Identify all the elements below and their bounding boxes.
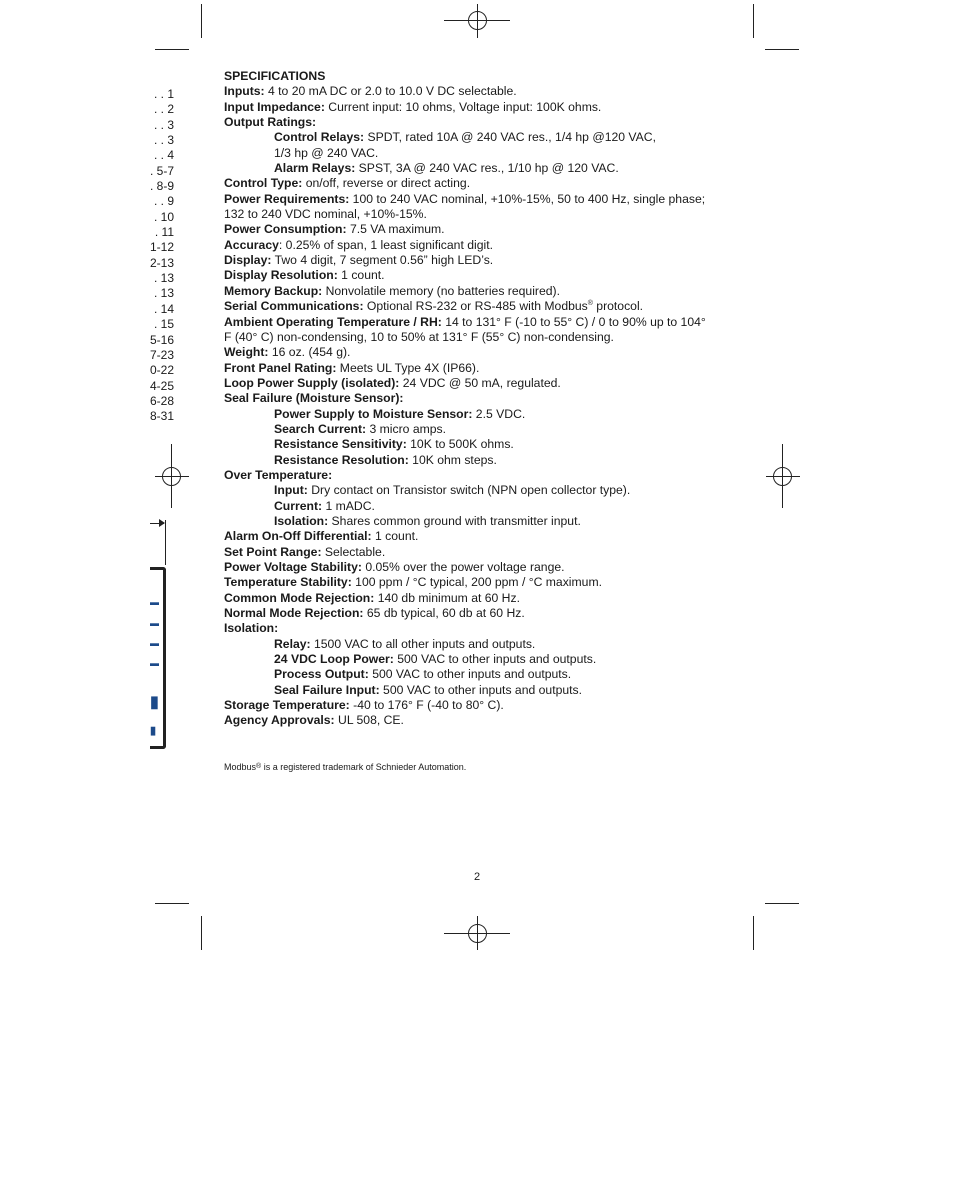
spec-value: 1 count. bbox=[337, 268, 385, 283]
spec-line bbox=[224, 207, 744, 222]
spec-label: Seal Failure Input: bbox=[274, 682, 380, 697]
spec-line bbox=[224, 130, 744, 145]
spec-line bbox=[224, 422, 744, 437]
spec-label: Temperature Stability: bbox=[224, 575, 352, 590]
spec-line bbox=[224, 100, 744, 115]
spec-label: Seal Failure (Moisture Sensor): bbox=[224, 391, 404, 406]
spec-value: -40 to 176° F (-40 to 80° C). bbox=[349, 698, 504, 713]
spec-line bbox=[224, 268, 744, 283]
spec-value: SPDT, rated 10A @ 240 VAC res., 1/4 hp @120 VAC, bbox=[364, 130, 656, 145]
spec-line bbox=[224, 483, 744, 498]
spec-value: 1500 VAC to all other inputs and outputs. bbox=[310, 636, 536, 651]
spec-value: 1/3 hp @ 240 VAC. bbox=[274, 145, 379, 160]
spec-line bbox=[224, 637, 744, 652]
spec-label: Power Supply to Moisture Sensor: bbox=[274, 406, 473, 421]
spec-value: Dry contact on Transistor switch (NPN open collector type). bbox=[307, 483, 631, 498]
spec-line bbox=[224, 253, 744, 268]
facing-page-number: 2-13 bbox=[149, 255, 174, 270]
spec-value: Current input: 10 ohms, Voltage input: 100K ohms. bbox=[324, 99, 602, 114]
spec-label: Storage Temperature: bbox=[224, 698, 350, 713]
spec-label: Set Point Range: bbox=[224, 544, 322, 559]
spec-label: Input Impedance: bbox=[224, 99, 325, 114]
facing-page-number: . . 3 bbox=[153, 133, 174, 148]
spec-value: F (40° C) non-condensing, 10 to 50% at 131° F (55° C) non-condensing. bbox=[224, 329, 614, 344]
spec-value: SPST, 3A @ 240 VAC res., 1/10 hp @ 120 VAC. bbox=[355, 161, 619, 176]
spec-value: 3 micro amps. bbox=[366, 421, 447, 436]
registered-mark: ® bbox=[587, 300, 593, 308]
spec-label: Process Output: bbox=[274, 667, 369, 682]
spec-value: Selectable. bbox=[321, 544, 386, 559]
facing-page-number: . 11 bbox=[154, 225, 174, 240]
spec-value: 24 VDC @ 50 mA, regulated. bbox=[399, 375, 561, 390]
facing-page-led-glyph: ▮ bbox=[150, 694, 159, 711]
spec-label: Isolation: bbox=[224, 621, 279, 636]
spec-line bbox=[224, 376, 744, 391]
spec-line bbox=[224, 284, 744, 299]
spec-label: Power Voltage Stability: bbox=[224, 560, 362, 574]
spec-line bbox=[224, 437, 744, 452]
facing-page-number: . 14 bbox=[153, 301, 174, 316]
facing-page-number: 1-12 bbox=[149, 240, 174, 255]
facing-page-led-glyph: ▬ bbox=[150, 597, 159, 607]
facing-page-led-glyph: ▬ bbox=[150, 618, 159, 628]
facing-page-number: 0-22 bbox=[149, 363, 174, 378]
spec-line bbox=[224, 361, 744, 376]
spec-line bbox=[224, 575, 744, 590]
spec-line bbox=[224, 391, 744, 406]
crop-mark-top-left-horizontal bbox=[155, 49, 189, 50]
page-number: 2 bbox=[474, 871, 481, 883]
trademark-footnote bbox=[224, 762, 466, 772]
spec-value: 1 mADC. bbox=[322, 498, 375, 513]
spec-label: Serial Communications: bbox=[224, 299, 364, 314]
spec-label: Normal Mode Rejection: bbox=[224, 606, 364, 621]
facing-page-number: . . 4 bbox=[153, 148, 174, 163]
spec-value: 16 oz. (454 g). bbox=[268, 345, 351, 360]
facing-page-number: 8-31 bbox=[149, 409, 174, 424]
spec-line bbox=[224, 315, 744, 330]
facing-page-number: 6-28 bbox=[149, 393, 174, 408]
footnote-text: is a registered trademark of Schnieder Automation. bbox=[261, 762, 467, 772]
spec-value: 2.5 VDC. bbox=[472, 406, 526, 421]
spec-label: 24 VDC Loop Power: bbox=[274, 652, 394, 667]
spec-value: 14 to 131° F (-10 to 55° C) / 0 to 90% up to 104° bbox=[441, 314, 706, 329]
spec-label: Relay: bbox=[274, 636, 311, 651]
spec-label: Accuracy bbox=[224, 237, 279, 252]
spec-label: Alarm Relays: bbox=[274, 161, 356, 176]
facing-page-number: . . 1 bbox=[153, 87, 174, 101]
spec-label: Current: bbox=[274, 498, 323, 513]
spec-value: Nonvolatile memory (no batteries required). bbox=[322, 283, 560, 298]
spec-label: Inputs: bbox=[224, 84, 265, 99]
spec-line bbox=[224, 514, 744, 529]
facing-page-number: . 15 bbox=[153, 317, 174, 332]
spec-label: Power Consumption: bbox=[224, 222, 347, 237]
spec-line bbox=[224, 176, 744, 191]
spec-value: 4 to 20 mA DC or 2.0 to 10.0 V DC selectable. bbox=[264, 84, 517, 99]
spec-line bbox=[224, 115, 744, 130]
spec-line bbox=[224, 299, 744, 314]
spec-line bbox=[224, 192, 744, 207]
registered-mark: ® bbox=[256, 763, 262, 770]
facing-page-number: . 8-9 bbox=[149, 179, 174, 194]
spec-value: 10K ohm steps. bbox=[408, 452, 497, 467]
spec-label: Common Mode Rejection: bbox=[224, 590, 375, 605]
facing-page-number: . . 3 bbox=[153, 117, 174, 132]
spec-label: Display Resolution: bbox=[224, 268, 338, 283]
facing-page-number: . . 9 bbox=[153, 194, 174, 209]
spec-line bbox=[224, 591, 744, 606]
spec-line bbox=[224, 468, 744, 483]
spec-line bbox=[224, 238, 744, 253]
spec-value: Meets UL Type 4X (IP66). bbox=[336, 360, 480, 375]
spec-line bbox=[224, 330, 744, 345]
spec-label: Isolation: bbox=[274, 513, 329, 528]
spec-line bbox=[224, 146, 744, 161]
spec-value: 100 to 240 VAC nominal, +10%-15%, 50 to 400 Hz, single phase; bbox=[349, 191, 706, 206]
spec-line bbox=[224, 84, 744, 99]
spec-label: Resistance Sensitivity: bbox=[274, 437, 407, 452]
spec-value: 132 to 240 VDC nominal, +10%-15%. bbox=[224, 207, 427, 222]
spec-label: Agency Approvals: bbox=[224, 713, 335, 728]
crop-mark-top-right-vertical bbox=[753, 4, 754, 38]
spec-label: Control Type: bbox=[224, 176, 303, 191]
crop-mark-top-right-horizontal bbox=[765, 49, 799, 50]
spec-line bbox=[224, 407, 744, 422]
crop-mark-top-left-vertical bbox=[201, 4, 202, 38]
spec-line bbox=[224, 161, 744, 176]
spec-label: Resistance Resolution: bbox=[274, 452, 409, 467]
spec-value: 100 ppm / °C typical, 200 ppm / °C maximum. bbox=[351, 575, 602, 590]
spec-value: : 0.25% of span, 1 least significant digit. bbox=[278, 237, 493, 252]
spec-label: Power Requirements: bbox=[224, 191, 350, 206]
spec-value: 500 VAC to other inputs and outputs. bbox=[379, 682, 583, 697]
crop-mark-bottom-right-vertical bbox=[753, 916, 754, 950]
facing-page-number: . 10 bbox=[153, 209, 174, 224]
spec-label: Input: bbox=[274, 483, 308, 498]
spec-value: 500 VAC to other inputs and outputs. bbox=[368, 667, 572, 682]
spec-value: 500 VAC to other inputs and outputs. bbox=[393, 652, 597, 667]
facing-page-led-glyph: ▬ bbox=[150, 638, 159, 648]
spec-value: Shares common ground with transmitter input. bbox=[328, 513, 581, 528]
spec-value: 1 count. bbox=[371, 529, 419, 544]
spec-line bbox=[224, 683, 744, 698]
spec-label: Search Current: bbox=[274, 421, 367, 436]
facing-page-number: . 13 bbox=[153, 271, 174, 286]
spec-line bbox=[224, 545, 744, 560]
spec-line bbox=[224, 345, 744, 360]
spec-value: Two 4 digit, 7 segment 0.56” high LED’s. bbox=[271, 253, 494, 268]
facing-page-number: 5-16 bbox=[149, 332, 174, 347]
spec-label: Over Temperature: bbox=[224, 467, 333, 482]
spec-label: Display: bbox=[224, 253, 272, 268]
spec-value: 10K to 500K ohms. bbox=[406, 437, 514, 452]
facing-page-number: . 13 bbox=[153, 286, 174, 301]
spec-value: 0.05% over the power voltage range. bbox=[361, 560, 565, 574]
crop-mark-bottom-right-horizontal bbox=[765, 903, 799, 904]
footnote-brand: Modbus bbox=[224, 762, 257, 772]
spec-line bbox=[224, 453, 744, 468]
spec-list bbox=[224, 84, 744, 728]
spec-line bbox=[224, 529, 744, 544]
specifications-heading: SPECIFICATIONS bbox=[224, 69, 326, 83]
spec-line bbox=[224, 698, 744, 713]
spec-value: protocol. bbox=[592, 299, 644, 314]
spec-label: Front Panel Rating: bbox=[224, 360, 337, 375]
facing-page-number: 7-23 bbox=[149, 347, 174, 362]
facing-page-number: 4-25 bbox=[149, 378, 174, 393]
spec-label: Memory Backup: bbox=[224, 283, 323, 298]
spec-value: on/off, reverse or direct acting. bbox=[302, 176, 471, 191]
facing-page-led-glyph: ▬ bbox=[150, 658, 159, 668]
spec-line bbox=[224, 652, 744, 667]
crop-mark-bottom-left-vertical bbox=[201, 916, 202, 950]
spec-value: 65 db typical, 60 db at 60 Hz. bbox=[363, 606, 525, 621]
spec-value: Optional RS-232 or RS-485 with Modbus bbox=[363, 299, 588, 314]
spec-value: 7.5 VA maximum. bbox=[346, 222, 445, 237]
facing-page-number: . . 2 bbox=[153, 102, 174, 117]
facing-page-arrow-stem bbox=[165, 520, 166, 565]
facing-page-number: . 5-7 bbox=[149, 163, 174, 178]
spec-value: UL 508, CE. bbox=[334, 713, 404, 728]
facing-page-led-glyph: ▮ bbox=[150, 725, 157, 737]
spec-line bbox=[224, 667, 744, 682]
spec-label: Control Relays: bbox=[274, 130, 365, 145]
spec-line bbox=[224, 621, 744, 636]
spec-line bbox=[224, 713, 744, 728]
spec-label: Weight: bbox=[224, 345, 269, 360]
spec-line bbox=[224, 560, 744, 575]
spec-label: Output Ratings: bbox=[224, 115, 317, 130]
spec-value: 140 db minimum at 60 Hz. bbox=[374, 590, 520, 605]
facing-page-page-numbers bbox=[140, 87, 174, 425]
spec-line bbox=[224, 222, 744, 237]
spec-line bbox=[224, 499, 744, 514]
spec-label: Ambient Operating Temperature / RH: bbox=[224, 314, 442, 329]
spec-label: Loop Power Supply (isolated): bbox=[224, 375, 400, 390]
spec-line bbox=[224, 606, 744, 621]
spec-label: Alarm On-Off Differential: bbox=[224, 529, 372, 544]
specifications-section bbox=[224, 69, 744, 729]
crop-mark-bottom-left-horizontal bbox=[155, 903, 189, 904]
